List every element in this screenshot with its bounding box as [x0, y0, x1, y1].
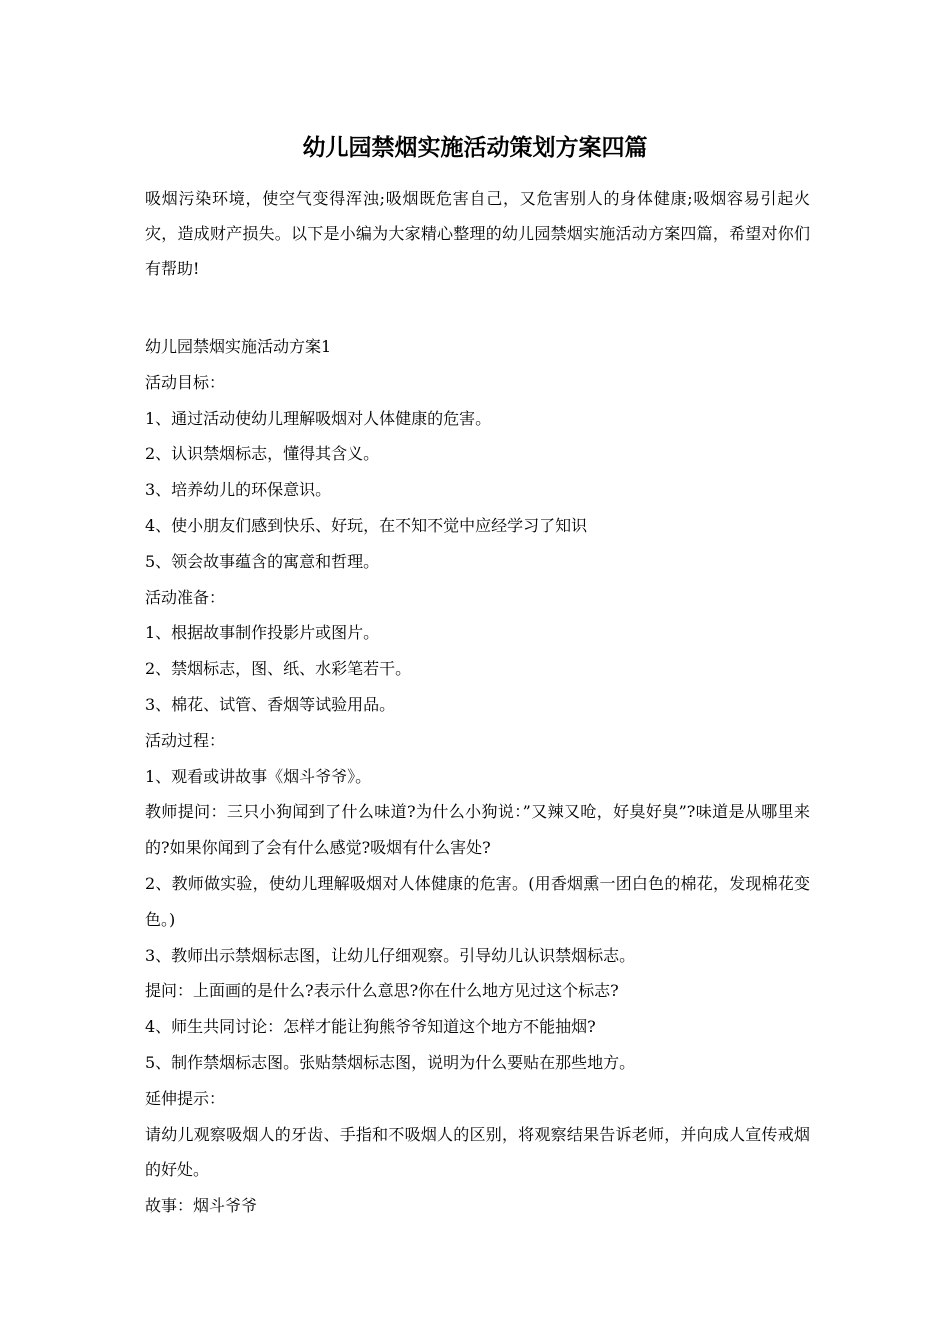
goal-item: 5、领会故事蕴含的寓意和哲理。 — [145, 551, 380, 571]
process-step-1: 1、观看或讲故事《烟斗爷爷》。 — [145, 766, 372, 786]
prep-item: 3、棉花、试管、香烟等试验用品。 — [145, 694, 396, 714]
goal-item: 4、使小朋友们感到快乐、好玩，在不知不觉中应经学习了知识 — [145, 515, 588, 535]
extension-label: 延伸提示： — [145, 1088, 226, 1108]
goal-item: 2、认识禁烟标志，懂得其含义。 — [145, 444, 380, 464]
intro-paragraph: 吸烟污染环境，使空气变得浑浊;吸烟既危害自己，又危害别人的身体健康;吸烟容易引起火灾，造成财产损失。以下是小编为大家精心整理的幼儿园禁烟实施活动方案四篇，希望对你们有帮助! — [145, 189, 810, 278]
process-label: 活动过程： — [145, 730, 226, 750]
goal-item: 3、培养幼儿的环保意识。 — [145, 480, 332, 500]
goals-label: 活动目标： — [145, 372, 226, 392]
extension-paragraph: 请幼儿观察吸烟人的牙齿、手指和不吸烟人的区别，将观察结果告诉老师，并向成人宣传戒烟的好处。 — [145, 1124, 810, 1180]
section-1 — [145, 329, 810, 1224]
story-title: 故事：烟斗爷爷 — [145, 1196, 258, 1216]
document-title: 幼儿园禁烟实施活动策划方案四篇 — [302, 134, 648, 161]
process-step-5: 5、制作禁烟标志图。张贴禁烟标志图，说明为什么要贴在那些地方。 — [145, 1052, 636, 1072]
process-step-4: 4、师生共同讨论：怎样才能让狗熊爷爷知道这个地方不能抽烟? — [145, 1017, 596, 1037]
prep-item: 2、禁烟标志，图、纸、水彩笔若干。 — [145, 659, 412, 679]
prep-item: 1、根据故事制作投影片或图片。 — [145, 623, 380, 643]
process-step-2: 2、教师做实验，使幼儿理解吸烟对人体健康的危害。(用香烟熏一团白色的棉花，发现棉花变色。) — [145, 873, 810, 929]
process-step-3: 3、教师出示禁烟标志图，让幼儿仔细观察。引导幼儿认识禁烟标志。 — [145, 945, 636, 965]
goal-item: 1、通过活动使幼儿理解吸烟对人体健康的危害。 — [145, 408, 492, 428]
prep-label: 活动准备： — [145, 587, 226, 607]
process-question-1: 教师提问：三只小狗闻到了什么味道?为什么小狗说：”又辣又呛，好臭好臭”?味道是从哪里来的?如果你闻到了会有什么感觉?吸烟有什么害处? — [145, 802, 810, 858]
process-question-2: 提问：上面画的是什么?表示什么意思?你在什么地方见过这个标志? — [145, 981, 619, 1001]
section-heading: 幼儿园禁烟实施活动方案1 — [145, 337, 332, 356]
